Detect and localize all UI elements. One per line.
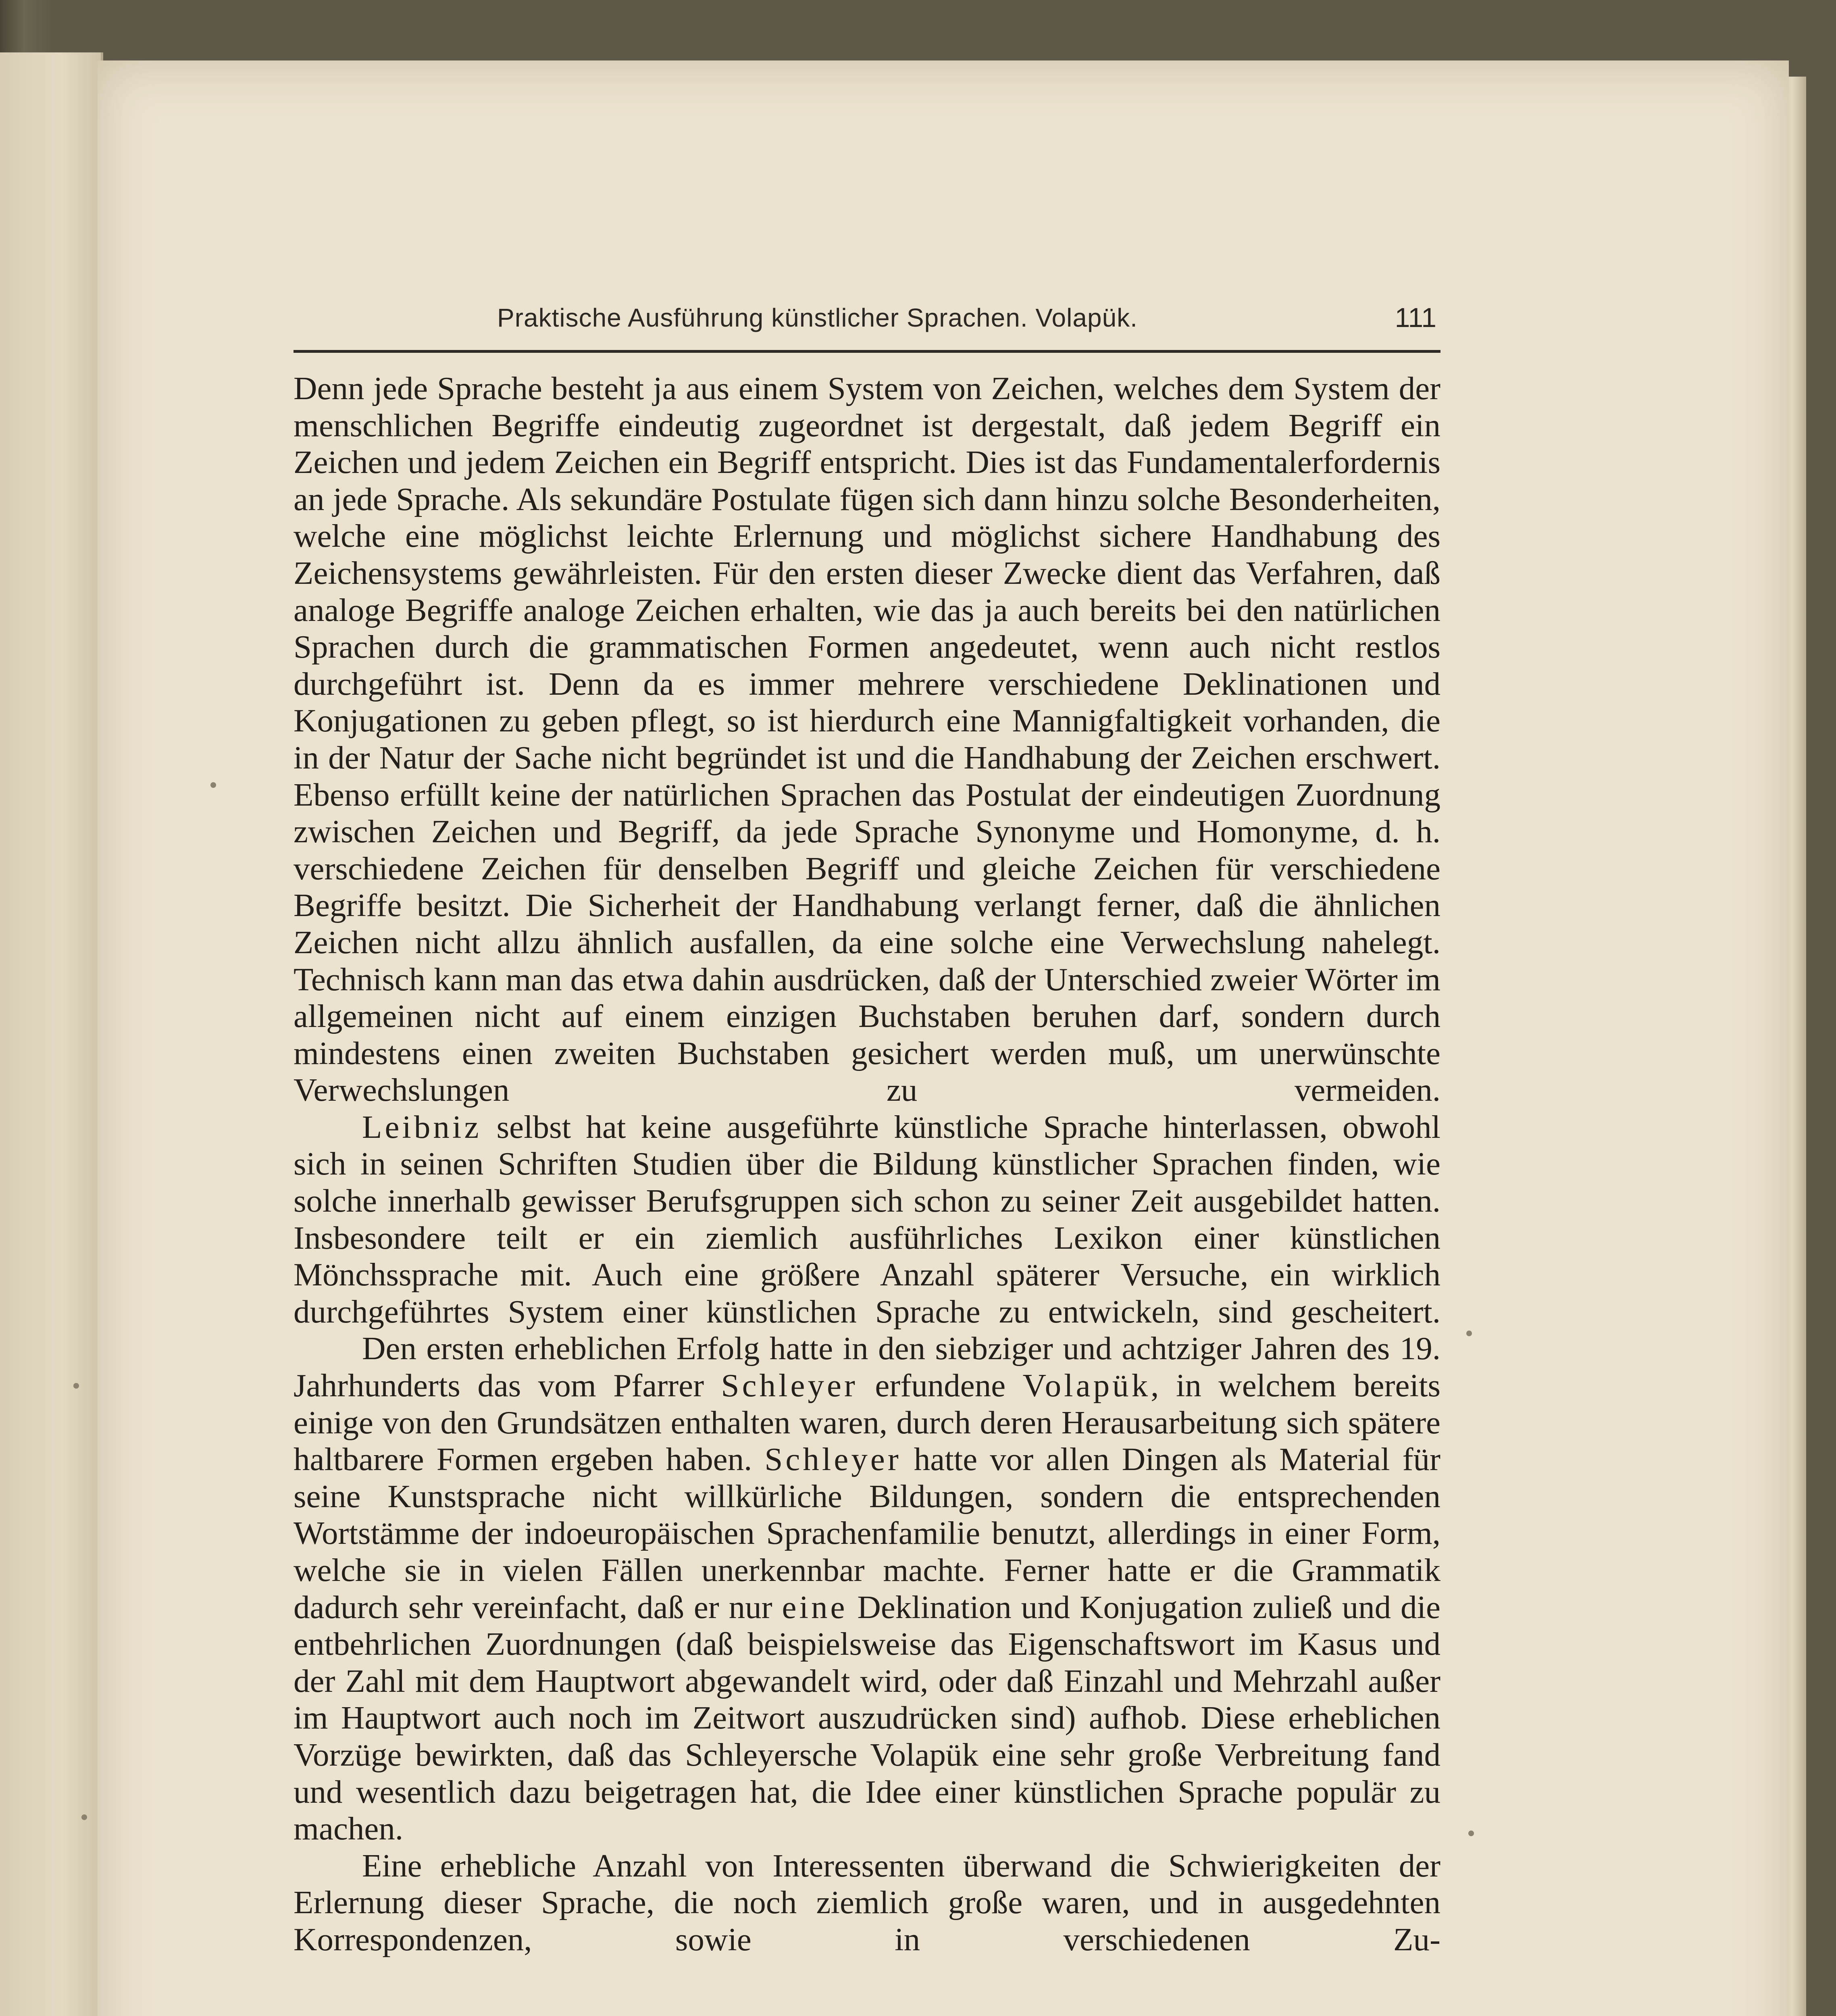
previous-page-edge (0, 52, 103, 2016)
paragraph-3-text-e: Deklination und Konjugation zuließ und die entbehrlichen Zuordnungen (daß beispielsweise das Eigenschaftswort im Kasus und der Zahl mit dem Hauptwort abgewandelt wird, oder daß Einzahl und Mehrzahl außer im Hauptwort auch noch im Zeitwort auszudrücken sind) aufhob. Diese erheblichen Vorzüge bewirkten, daß das Schleyersche Volapük eine sehr große Verbreitung fand und wesentlich dazu beigetragen hat, die Idee einer künstlichen Sprache populär zu machen. (294, 1589, 1441, 1847)
paragraph-2 (294, 1109, 1440, 1331)
paragraph-1: Denn jede Sprache besteht ja aus einem System von Zeichen, welches dem System der menschlichen Begriffe eindeutig zugeordnet ist dergestalt, daß jedem Begriff ein Zeichen und jedem Zeichen ein Begriff entspricht. Dies ist das Fundamentalerfordernis an jede Sprache. Als sekundäre Postulate fügen sich dann hinzu solche Besonderheiten, welche eine möglichst leichte Erlernung und möglichst sichere Handhabung des Zeichensystems gewährleisten. Für den ersten dieser Zwecke dient das Verfahren, daß analoge Begriffe analoge Zeichen erhalten, wie das ja auch bereits bei den natürlichen Sprachen durch die grammatischen Formen angedeutet, wenn auch nicht restlos durchgeführt ist. Denn da es immer mehrere verschiedene Deklinationen und Konjugationen zu geben pflegt, so ist hierdurch eine Mannigfaltigkeit vorhanden, die in der Natur der Sache nicht begründet ist und die Handhabung der Zeichen erschwert. Ebenso erfüllt keine der natürlichen Sprachen das Postulat der eindeutigen Zuordnung zwischen Zeichen und Begriff, da jede Sprache Synonyme und Homonyme, d. h. verschiedene Zeichen für denselben Begriff und gleiche Zeichen für verschiedene Begriffe besitzt. Die Sicherheit der Handhabung verlangt ferner, daß die ähnlichen Zeichen nicht allzu ähnlich ausfallen, da eine solche eine Verwechslung nahelegt. Technisch kann man das etwa dahin ausdrücken, daß der Unterschied zweier Wörter im allgemeinen nicht auf einem einzigen Buchstaben beruhen darf, sondern durch mindestens einen zweiten Buchstaben gesichert werden muß, um unerwünschte Verwechslungen zu vermeiden. (294, 370, 1440, 1108)
emphasis-eine: eine (782, 1589, 848, 1625)
page-number: 111 (1395, 302, 1436, 333)
running-title: Praktische Ausführung künstlicher Sprachen. Volapük. (497, 303, 1138, 332)
paragraph-3-text-c: , in welchem bereits einige von den Grundsätzen enthalten waren, durch deren Herausarbeitung sich spätere haltbarere Formen ergeben haben. (294, 1367, 1440, 1478)
paper-speck (210, 782, 216, 788)
term-volapuek: Volapük (1022, 1367, 1151, 1404)
name-leibniz: Leibniz (362, 1108, 482, 1145)
paragraph-2-text: selbst hat keine ausgeführte künstliche Sprache hinterlassen, obwohl sich in seinen Schriften Studien über die Bildung künstlicher Sprachen finden, wie solche innerhalb gewisser Berufsgruppen sich schon zu seiner Zeit ausgebildet hatten. Insbesondere teilt er ein ziemlich ausführliches Lexikon einer künstlichen Mönchssprache mit. Auch eine größere Anzahl späterer Versuche, ein wirklich durchgeführtes System einer künstlichen Sprache zu entwickeln, sind gescheitert. (294, 1108, 1440, 1330)
body-text (294, 370, 1440, 1958)
running-header (294, 298, 1440, 353)
paragraph-4: Eine erhebliche Anzahl von Interessenten überwand die Schwierigkeiten der Erlernung dieser Sprache, die noch ziemlich große waren, und in ausgedehnten Korrespondenzen, sowie in verschiedenen Zu- (294, 1847, 1440, 1958)
paper-speck (1468, 1831, 1474, 1836)
name-schleyer-2: Schleyer (764, 1441, 901, 1478)
paragraph-3 (294, 1330, 1440, 1847)
name-schleyer: Schleyer (721, 1367, 858, 1404)
paragraph-3-text-a: Den ersten erheblichen Erfolg hatte in den siebziger und achtziger Jahren des 19. Jahrhunderts das vom Pfarrer (294, 1330, 1440, 1404)
paper-speck (1466, 1331, 1472, 1336)
paper-speck (73, 1383, 79, 1389)
paragraph-3-text-b: erfundene (858, 1367, 1023, 1404)
paragraph-3-text-d: hatte vor allen Dingen als Material für seine Kunstsprache nicht willkürliche Bildungen, sondern die entsprechenden Wortstämme der indoeuropäischen Sprachenfamilie benutzt, allerdings in einer Form, welche sie in vielen Fällen unerkennbar machte. Ferner hatte er die Grammatik dadurch sehr vereinfacht, daß er nur (294, 1441, 1440, 1625)
paper-speck (81, 1814, 87, 1820)
